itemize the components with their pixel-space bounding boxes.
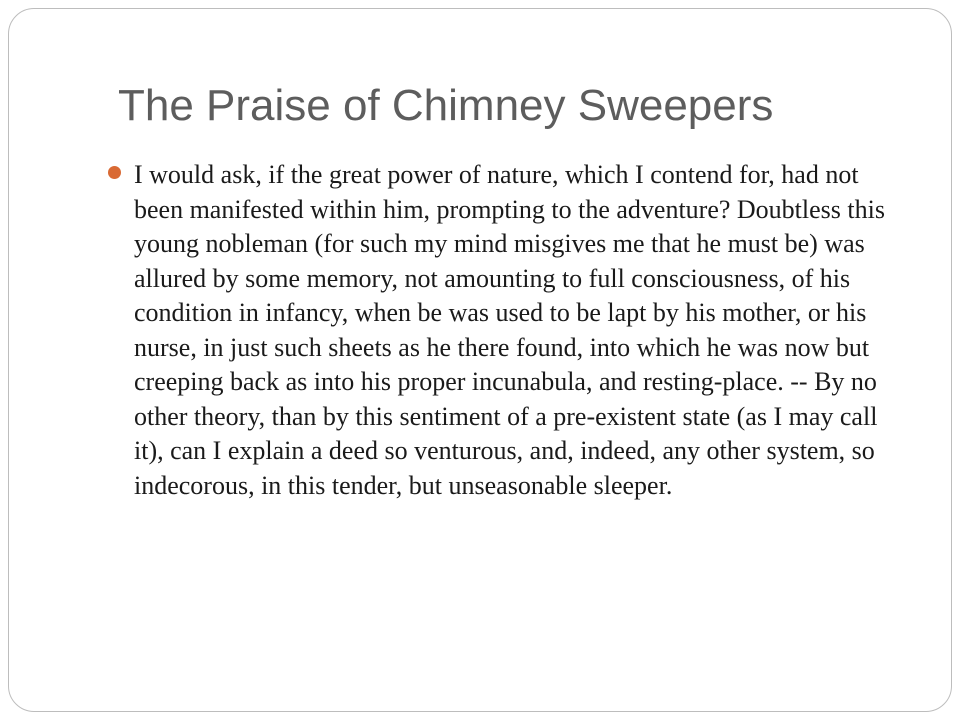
slide-body <box>108 158 908 503</box>
bullet-text: I would ask, if the great power of nature, which I contend for, had not been manifested within him, prompting to the adventure? Doubtless this young nobleman (for such my mind misgives me that he must be) was allured by some memory, not amounting to full consciousness, of his condition in infancy, when be was used to be lapt by his mother, or his nurse, in just such sheets as he there found, into which he was now but creeping back as into his proper incunabula, and resting-place. -- By no other theory, than by this sentiment of a pre-existent state (as I may call it), can I explain a deed so venturous, and, indeed, any other system, so indecorous, in this tender, but unseasonable sleeper. <box>134 160 885 500</box>
bullet-dot-icon <box>108 166 121 179</box>
slide-title: The Praise of Chimney Sweepers <box>118 81 774 130</box>
bullet-item <box>108 158 908 503</box>
